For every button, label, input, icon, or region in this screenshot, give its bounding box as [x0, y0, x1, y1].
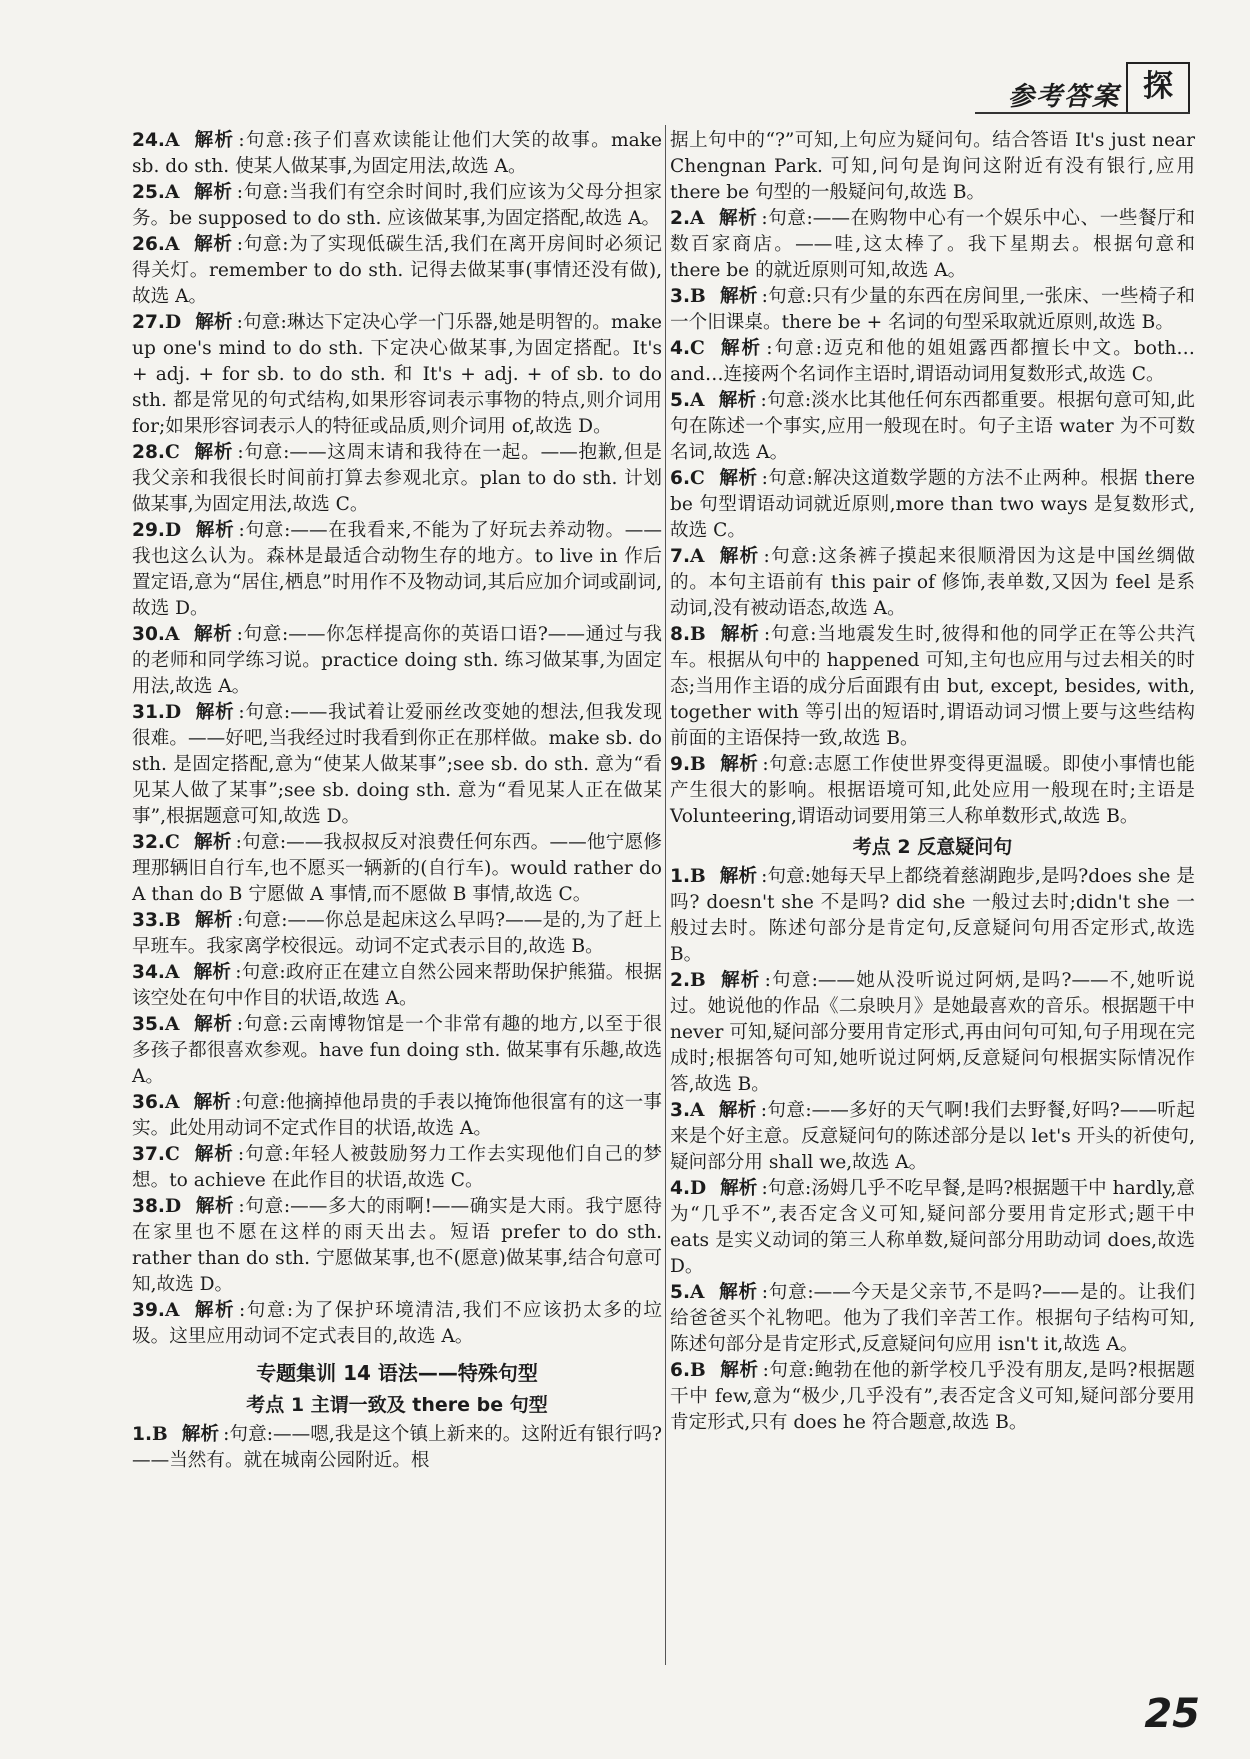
answer-choice: D: [164, 312, 182, 333]
answer-number: 38.: [132, 1196, 165, 1217]
answer-item: [132, 1012, 662, 1090]
answer-item: [670, 968, 1195, 1098]
answer-choice: A: [164, 182, 180, 203]
answer-item: [132, 1422, 662, 1474]
answer-number: 34.: [132, 962, 165, 983]
answer-explanation: :句意:这条裤子摸起来很顺滑因为这是中国丝绸做的。本句主语前有 this pair of 修饰,表单数,又因为 feel 是系动词,没有被动语态,故选 A。: [670, 546, 1195, 619]
page-number: 25: [1144, 1691, 1200, 1737]
answer-choice: A: [690, 208, 705, 229]
answer-item: [670, 284, 1195, 336]
answer-number: 9.: [670, 754, 691, 775]
answer-number: 29.: [132, 520, 165, 541]
answer-choice: A: [164, 962, 180, 983]
answer-explanation: :句意:——多大的雨啊!——确实是大雨。我宁愿待在家里也不愿在这样的雨天出去。短语 prefer to do sth. rather than do sth. 宁愿做某事,也不(愿意)做某事,结合句意可知,故选 D。: [132, 1196, 662, 1295]
answer-number: 30.: [132, 624, 165, 645]
answer-choice: C: [164, 832, 180, 853]
answer-item: [132, 908, 662, 960]
answer-choice: A: [164, 1300, 180, 1321]
answer-item: [132, 1194, 662, 1298]
answer-explanation: :句意:解决这道数学题的方法不止两种。根据 there be 句型谓语动词就近原则,more than two ways 是复数形式,故选 C。: [670, 468, 1195, 541]
answer-item: [670, 752, 1195, 830]
answer-explanation: :句意:——你总是起床这么早吗?——是的,为了赶上早班车。我家离学校很远。动词不定式表示目的,故选 B。: [132, 910, 662, 957]
continued-explanation: 据上句中的“?”可知,上句应为疑问句。结合答语 It's just near Chengnan Park. 可知,问句是询问这附近有没有银行,应用 there be 句型的一般疑问句,故选 B。: [670, 130, 1195, 203]
answer-item: [670, 544, 1195, 622]
answer-choice: A: [690, 546, 705, 567]
answer-item: [132, 128, 662, 180]
right-column: [670, 128, 1195, 1436]
answer-explanation: :句意:孩子们喜欢读能让他们大笑的故事。make sb. do sth. 使某人做某事,为固定用法,故选 A。: [132, 130, 662, 177]
answer-item: [132, 180, 662, 232]
analysis-label: 解析: [181, 1424, 220, 1445]
answer-number: 37.: [132, 1144, 165, 1165]
analysis-label: 解析: [195, 520, 235, 541]
answer-choice: A: [690, 1282, 705, 1303]
analysis-label: 解析: [719, 754, 759, 775]
answer-number: 32.: [132, 832, 165, 853]
analysis-label: 解析: [718, 546, 760, 567]
answer-number: 35.: [132, 1014, 165, 1035]
answer-choice: C: [690, 338, 705, 359]
answer-item: [670, 466, 1195, 544]
analysis-label: 解析: [719, 286, 758, 307]
analysis-label: 解析: [718, 208, 758, 229]
answer-number: 2.: [670, 208, 691, 229]
analysis-label: 解析: [193, 130, 235, 151]
answer-choice: A: [690, 390, 705, 411]
answer-number: 7.: [670, 546, 691, 567]
answer-item: [132, 310, 662, 440]
answer-item: [670, 864, 1195, 968]
answer-explanation: :句意:淡水比其他任何东西都重要。根据句意可知,此句在陈述一个事实,应用一般现在时。句子主语 water 为不可数名词,故选 A。: [670, 390, 1195, 463]
answer-explanation: :句意:——今天是父亲节,不是吗?——是的。让我们给爸爸买个礼物吧。他为了我们辛苦工作。根据句子结构可知,陈述句部分是肯定形式,反意疑问句应用 isn't it,故选 A。: [670, 1282, 1195, 1355]
analysis-label: 解析: [193, 442, 234, 463]
answer-number: 27.: [132, 312, 165, 333]
answer-choice: A: [164, 234, 180, 255]
answer-explanation: :句意:——我叔叔反对浪费任何东西。——他宁愿修理那辆旧自行车,也不愿买一辆新的(自行车)。would rather do A than do B 宁愿做 A 事情,而不愿做 B 事情,故选 C。: [132, 832, 662, 905]
answer-choice: D: [164, 1196, 182, 1217]
analysis-label: 解析: [193, 962, 232, 983]
analysis-label: 解析: [193, 234, 233, 255]
analysis-label: 解析: [193, 1144, 234, 1165]
analysis-label: 解析: [718, 1282, 758, 1303]
analysis-label: 解析: [718, 468, 758, 489]
answer-explanation: :句意:只有少量的东西在房间里,一张床、一些椅子和一个旧课桌。there be + 名词的句型采取就近原则,故选 B。: [670, 286, 1195, 333]
answer-choice: B: [152, 1424, 168, 1445]
answer-explanation: :句意:——嗯,我是这个镇上新来的。这附近有银行吗?——当然有。就在城南公园附近。根: [132, 1424, 662, 1471]
analysis-label: 解析: [193, 832, 232, 853]
section-title: 专题集训 14 语法——特殊句型: [256, 1361, 538, 1385]
answer-item: [132, 232, 662, 310]
answer-choice: D: [164, 702, 182, 723]
answer-item: [670, 1176, 1195, 1280]
answer-choice: C: [164, 442, 180, 463]
answer-explanation: :句意:——你怎样提高你的英语口语?——通过与我的老师和同学练习说。practice doing sth. 练习做某事,为固定用法,故选 A。: [132, 624, 662, 697]
analysis-label: 解析: [193, 1300, 236, 1321]
answer-explanation: :句意:——这周末请和我待在一起。——抱歉,但是我父亲和我很长时间前打算去参观北京。plan to do sth. 计划做某事,为固定用法,故选 C。: [132, 442, 662, 515]
answer-choice: A: [164, 130, 180, 151]
answer-explanation: :句意:——多好的天气啊!我们去野餐,好吗?——听起来是个好主意。反意疑问句的陈述部分是以 let's 开头的祈使句,疑问部分用 shall we,故选 A。: [670, 1100, 1195, 1173]
answer-explanation: :句意:当我们有空余时间时,我们应该为父母分担家务。be supposed to do sth. 应该做某事,为固定搭配,故选 A。: [132, 182, 662, 229]
analysis-label: 解析: [718, 1100, 757, 1121]
answer-choice: C: [690, 468, 705, 489]
analysis-label: 解析: [720, 1178, 758, 1199]
answer-item: [132, 622, 662, 700]
analysis-label: 解析: [718, 390, 757, 411]
answer-number: 28.: [132, 442, 165, 463]
answer-explanation: :句意:汤姆几乎不吃早餐,是吗?根据题干中 hardly,意为“几乎不”,表否定含义可知,疑问部分要用肯定形式;题干中 eats 是实义动词的第三人称单数,疑问部分用助动词 does,故选 D。: [670, 1178, 1195, 1277]
analysis-label: 解析: [193, 624, 233, 645]
analysis-label: 解析: [719, 866, 758, 887]
answer-item: [670, 1280, 1195, 1358]
answer-item: [670, 336, 1195, 388]
answer-explanation: :句意:云南博物馆是一个非常有趣的地方,以至于很多孩子都很喜欢参观。have fun doing sth. 做某事有乐趣,故选 A。: [132, 1014, 662, 1087]
answer-choice: B: [164, 910, 181, 931]
header-title: 参考答案: [1007, 82, 1120, 112]
left-column: [132, 128, 662, 1474]
answer-number: 39.: [132, 1300, 165, 1321]
answer-explanation: :句意:年轻人被鼓励努力工作去实现他们自己的梦想。to achieve 在此作目的状语,故选 C。: [132, 1144, 662, 1191]
answer-number: 33.: [132, 910, 165, 931]
answer-explanation: :句意:鲍勃在他的新学校几乎没有朋友,是吗?根据题干中 few,意为“极少,几乎没有”,表否定含义可知,疑问部分要用肯定形式,只有 does he 符合题意,故选 B。: [670, 1360, 1195, 1433]
analysis-label: 解析: [719, 970, 761, 991]
answer-explanation: :句意:她每天早上都绕着慈湖跑步,是吗?does she 是吗? doesn't she 不是吗? did she 一般过去时;didn't she 一般过去时。陈述句部分是肯定句,反意疑问句用否定形式,故选 B。: [670, 866, 1195, 965]
answer-explanation: :句意:——在购物中心有一个娱乐中心、一些餐厅和数百家商店。——哇,这太棒了。我下星期去。根据句意和 there be 的就近原则可知,故选 A。: [670, 208, 1195, 281]
answer-number: 3.: [670, 286, 691, 307]
analysis-label: 解析: [193, 1092, 232, 1113]
answer-choice: B: [690, 754, 706, 775]
answer-explanation: :句意:为了保护环境清洁,我们不应该扔太多的垃圾。这里应用动词不定式表目的,故选 A。: [132, 1300, 662, 1347]
answer-number: 4.: [670, 338, 691, 359]
answer-item: [670, 206, 1195, 284]
answer-explanation: :句意:为了实现低碳生活,我们在离开房间时必须记得关灯。remember to do sth. 记得去做某事(事情还没有做),故选 A。: [132, 234, 662, 307]
header-rule: [975, 112, 1190, 114]
analysis-label: 解析: [195, 1196, 235, 1217]
answer-number: 6.: [670, 468, 691, 489]
analysis-label: 解析: [719, 624, 760, 645]
answer-item: [132, 700, 662, 830]
answer-number: 31.: [132, 702, 165, 723]
answer-choice: D: [690, 1178, 707, 1199]
answer-item: [132, 440, 662, 518]
answer-explanation: :句意:当地震发生时,彼得和他的同学正在等公共汽车。根据从句中的 happened 可知,主句也应用与过去相关的时态;当用作主语的成分后面跟有由 but, except, besides, with, together with 等引出的短语时,谓语动词习惯上要与这些结构前面的主语保持一致,故选 B。: [670, 624, 1195, 749]
column-divider: [665, 125, 666, 1665]
answer-number: 6.: [670, 1360, 691, 1381]
answer-choice: B: [690, 1360, 706, 1381]
analysis-label: 解析: [718, 338, 763, 359]
answer-item: [132, 1298, 662, 1350]
answer-number: 8.: [670, 624, 691, 645]
analysis-label: 解析: [193, 182, 233, 203]
answer-choice: B: [690, 286, 706, 307]
point-title: 考点 1 主谓一致及 there be 句型: [246, 1394, 548, 1416]
answer-item: [132, 960, 662, 1012]
answer-explanation: :句意:——在我看来,不能为了好玩去养动物。——我也这么认为。森林是最适合动物生存的地方。to live in 作后置定语,意为“居住,栖息”时用作不及物动词,其后应加介词或副词,故选 D。: [132, 520, 662, 619]
answer-choice: D: [164, 520, 182, 541]
answer-explanation: :句意:志愿工作使世界变得更温暖。即使小事情也能产生很大的影响。根据语境可知,此处应用一般现在时;主语是 Volunteering,谓语动词要用第三人称单数形式,故选 B。: [670, 754, 1195, 827]
answer-number: 1.: [132, 1424, 153, 1445]
answer-number: 2.: [670, 970, 691, 991]
answer-number: 5.: [670, 390, 691, 411]
answer-choice: B: [690, 866, 706, 887]
analysis-label: 解析: [719, 1360, 759, 1381]
answer-number: 26.: [132, 234, 165, 255]
answer-number: 1.: [670, 866, 691, 887]
answer-item: [670, 1358, 1195, 1436]
answer-explanation: :句意:他摘掉他昂贵的手表以掩饰他很富有的这一事实。此处用动词不定式作目的状语,故选 A。: [132, 1092, 662, 1139]
answer-choice: C: [164, 1144, 180, 1165]
analysis-label: 解析: [194, 910, 233, 931]
answer-explanation: :句意:——我试着让爱丽丝改变她的想法,但我发现很难。——好吧,当我经过时我看到你正在那样做。make sb. do sth. 是固定搭配,意为“使某人做某事”;see sb. do sth. 意为“看见某人做了某事”;see sb. doing sth. 意为“看见某人正在做某事”,根据题意可知,故选 D。: [132, 702, 662, 827]
answer-item: [670, 622, 1195, 752]
answer-number: 25.: [132, 182, 165, 203]
point-title: 考点 2 反意疑问句: [852, 836, 1013, 858]
answer-explanation: :句意:——她从没听说过阿炳,是吗?——不,她听说过。她说他的作品《二泉映月》是她最喜欢的音乐。根据题干中 never 可知,疑问部分要用肯定形式,再由问句可知,句子用现在完成时;根据答句可知,她听说过阿炳,反意疑问句根据实际情况作答,故选 B。: [670, 970, 1195, 1095]
answer-number: 3.: [670, 1100, 691, 1121]
answer-explanation: :句意:迈克和他的姐姐露西都擅长中文。both… and…连接两个名词作主语时,谓语动词用复数形式,故选 C。: [670, 338, 1195, 385]
answer-item: [132, 830, 662, 908]
answer-number: 24.: [132, 130, 165, 151]
answer-item: [670, 1098, 1195, 1176]
answer-choice: A: [164, 624, 180, 645]
answer-number: 36.: [132, 1092, 165, 1113]
answer-item: [132, 1090, 662, 1142]
analysis-label: 解析: [195, 702, 235, 723]
answer-choice: A: [164, 1092, 180, 1113]
answer-choice: A: [164, 1014, 180, 1035]
answer-item: [132, 518, 662, 622]
answer-choice: B: [690, 970, 706, 991]
page-header: [975, 70, 1190, 116]
analysis-label: 解析: [193, 1014, 233, 1035]
answer-number: 4.: [670, 1178, 691, 1199]
answer-number: 5.: [670, 1282, 691, 1303]
analysis-label: 解析: [195, 312, 233, 333]
answer-choice: B: [690, 624, 706, 645]
answer-choice: A: [690, 1100, 705, 1121]
answer-explanation: :句意:琳达下定决心学一门乐器,她是明智的。make up one's mind to do sth. 下定决心做某事,为固定搭配。It's + adj. + for sb. to do sth. 和 It's + adj. + of sb. to do sth. 都是常见的句式结构,如果形容词表示事物的特点,则介词用 for;如果形容词表示人的特征或品质,则介词用 of,故选 D。: [132, 312, 662, 437]
answer-explanation: :句意:政府正在建立自然公园来帮助保护熊猫。根据该空处在句中作目的状语,故选 A。: [132, 962, 662, 1009]
answer-item: [132, 1142, 662, 1194]
brand-logo-icon: 探: [1126, 62, 1190, 114]
answer-item: [670, 388, 1195, 466]
